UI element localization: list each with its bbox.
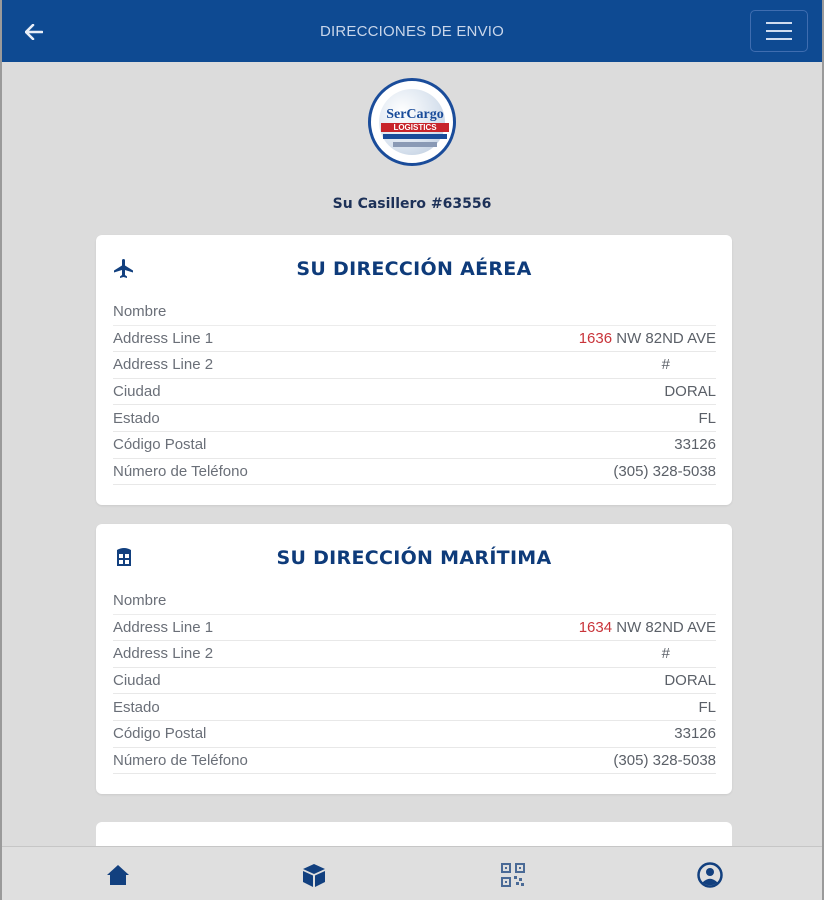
row-label: Ciudad	[113, 383, 161, 401]
row-codigo-postal	[113, 432, 716, 459]
menu-button[interactable]	[750, 10, 808, 52]
row-value: #	[661, 356, 670, 374]
row-ciudad	[113, 668, 716, 695]
top-app-bar	[2, 0, 822, 62]
row-label: Address Line 2	[113, 356, 214, 374]
row-value: DORAL	[664, 383, 716, 401]
logo-icons-strip	[393, 142, 437, 147]
logo-text: SerCargo	[386, 107, 444, 122]
row-value	[579, 330, 716, 347]
row-value: #	[661, 645, 670, 663]
logo-subtext: LOGISTICS	[381, 123, 449, 132]
row-label: Número de Teléfono	[113, 462, 248, 480]
qr-code-icon	[499, 861, 527, 889]
hamburger-menu-icon	[766, 22, 792, 24]
hamburger-line	[766, 30, 792, 32]
back-button[interactable]	[20, 18, 48, 46]
address-rows	[96, 588, 732, 774]
row-nombre	[113, 588, 716, 615]
row-label: Address Line 1	[113, 618, 214, 636]
nav-packages-button[interactable]	[300, 861, 328, 889]
row-address-line-1	[113, 615, 716, 642]
card-header	[96, 235, 732, 299]
row-value: (305) 328-5038	[613, 462, 716, 480]
row-label: Código Postal	[113, 436, 207, 454]
arrow-left-icon	[25, 24, 43, 40]
air-address-card	[96, 235, 732, 505]
row-label: Ciudad	[113, 672, 161, 690]
row-value: (305) 328-5038	[613, 751, 716, 769]
street-number: 1636	[578, 329, 613, 347]
row-address-line-2	[113, 352, 716, 379]
row-estado	[113, 405, 716, 432]
row-codigo-postal	[113, 721, 716, 748]
row-label: Código Postal	[113, 725, 207, 743]
street-name: NW 82ND AVE	[612, 329, 716, 347]
row-telefono	[113, 459, 716, 486]
row-label: Nombre	[113, 303, 167, 321]
package-icon	[300, 861, 328, 889]
hamburger-line	[766, 38, 792, 40]
row-value: FL	[698, 409, 716, 427]
card-title: SU DIRECCIÓN MARÍTIMA	[276, 547, 552, 569]
home-icon	[104, 861, 132, 889]
logo-band	[383, 134, 447, 139]
row-value: DORAL	[664, 672, 716, 690]
bottom-navigation	[2, 846, 822, 900]
row-address-line-2	[113, 641, 716, 668]
row-label: Address Line 2	[113, 645, 214, 663]
card-title: SU DIRECCIÓN AÉREA	[296, 258, 532, 280]
row-value: 33126	[674, 436, 716, 454]
page-title: DIRECCIONES DE ENVIO	[319, 22, 505, 40]
row-value: FL	[698, 698, 716, 716]
row-estado	[113, 694, 716, 721]
row-label: Número de Teléfono	[113, 751, 248, 769]
card-header	[96, 524, 732, 588]
row-label: Estado	[113, 409, 160, 427]
row-label: Nombre	[113, 592, 167, 610]
row-address-line-1	[113, 326, 716, 353]
address-rows	[96, 299, 732, 485]
row-telefono	[113, 748, 716, 775]
row-value	[579, 619, 716, 636]
row-label: Address Line 1	[113, 329, 214, 347]
nav-profile-button[interactable]	[696, 861, 724, 889]
street-name: NW 82ND AVE	[612, 618, 716, 636]
street-number: 1634	[578, 618, 613, 636]
company-logo	[368, 78, 456, 166]
casillero-number: Su Casillero #63556	[332, 196, 492, 212]
user-circle-icon	[696, 861, 724, 889]
row-nombre	[113, 299, 716, 326]
maritime-address-card	[96, 524, 732, 794]
row-ciudad	[113, 379, 716, 406]
row-value: 33126	[674, 725, 716, 743]
row-label: Estado	[113, 698, 160, 716]
nav-home-button[interactable]	[104, 861, 132, 889]
nav-qr-button[interactable]	[499, 861, 527, 889]
